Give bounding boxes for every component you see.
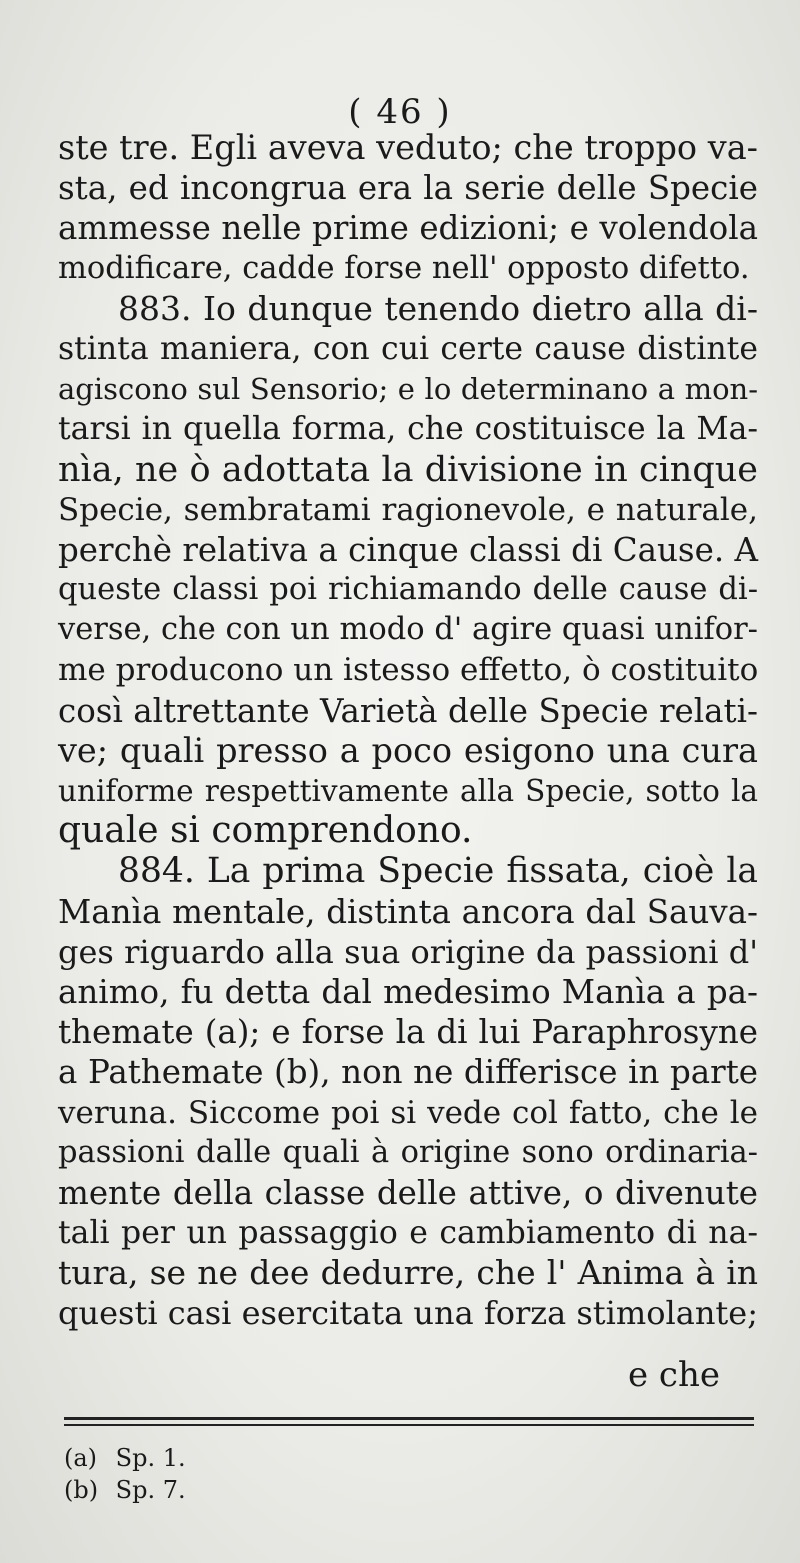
catchword: e che [628, 1355, 720, 1395]
text-line: perchè relativa a cinque classi di Cause. A [58, 530, 758, 569]
text-line: tura, se ne dee dedurre, che l' Anima à in [58, 1253, 758, 1293]
text-line: Specie, sembratami ragionevole, e naturale, [58, 491, 758, 528]
footnote-rule-secondary [64, 1424, 754, 1426]
text-line: passioni dalle quali à origine sono ordinaria- [58, 1134, 758, 1170]
text-line: modificare, cadde forse nell' opposto difetto. [58, 250, 750, 286]
text-line: stinta maniera, con cui certe cause distinte [58, 330, 758, 367]
text-line: così altrettante Varietà delle Specie relati- [58, 691, 758, 730]
text-line: veruna. Siccome poi si vede col fatto, che le [58, 1094, 758, 1131]
text-line: 884. La prima Specie fissata, cioè la [118, 851, 758, 892]
text-line: tarsi in quella forma, che costituisce la Ma- [58, 411, 758, 448]
text-line: ve; quali presso a poco esigono una cura [58, 730, 758, 770]
text-line: Manìa mentale, distinta ancora dal Sauva- [58, 892, 758, 931]
text-line: a Pathemate (b), non ne differisce in parte [58, 1053, 758, 1092]
body-text [58, 128, 758, 1334]
text-line: verse, che con un modo d' agire quasi unifor- [58, 612, 758, 648]
text-line: mente della classe delle attive, o divenute [58, 1173, 758, 1212]
footnote-b [64, 1474, 186, 1506]
footnote-mark: (b) [64, 1476, 99, 1504]
text-line: ges riguardo alla sua origine da passioni d' [58, 932, 758, 971]
text-line: themate (a); e forse la di lui Paraphrosyne [58, 1013, 758, 1052]
text-line: animo, fu detta dal medesimo Manìa a pa- [58, 972, 758, 1011]
text-line: sta, ed incongrua era la serie delle Specie [58, 169, 758, 208]
text-line: queste classi poi richiamando delle cause di- [58, 572, 758, 608]
footnote-rule [64, 1417, 754, 1420]
page-number: ( 46 ) [348, 92, 452, 132]
footnote-a [64, 1442, 186, 1474]
text-line: quale si comprendono. [58, 810, 473, 852]
text-line: uniforme respettivamente alla Specie, sotto la [58, 774, 758, 808]
footnote-text: Sp. 1. [115, 1444, 186, 1472]
text-line: ste tre. Egli aveva veduto; che troppo va- [58, 128, 758, 167]
text-line: agiscono sul Sensorio; e lo determinano a mon- [58, 372, 758, 407]
text-line: tali per un passaggio e cambiamento di na- [58, 1215, 758, 1252]
text-line: ammesse nelle prime edizioni; e volendola [58, 209, 758, 248]
text-line: nìa, ne ò adottata la divisione in cinque [58, 449, 758, 490]
footnotes [64, 1442, 186, 1506]
text-line: questi casi esercitata una forza stimolante; [58, 1294, 758, 1333]
footnote-mark: (a) [64, 1444, 98, 1472]
text-line: me producono un istesso effetto, ò costituito [58, 652, 759, 689]
text-line: 883. Io dunque tenendo dietro alla di- [118, 288, 758, 328]
footnote-text: Sp. 7. [115, 1476, 186, 1504]
